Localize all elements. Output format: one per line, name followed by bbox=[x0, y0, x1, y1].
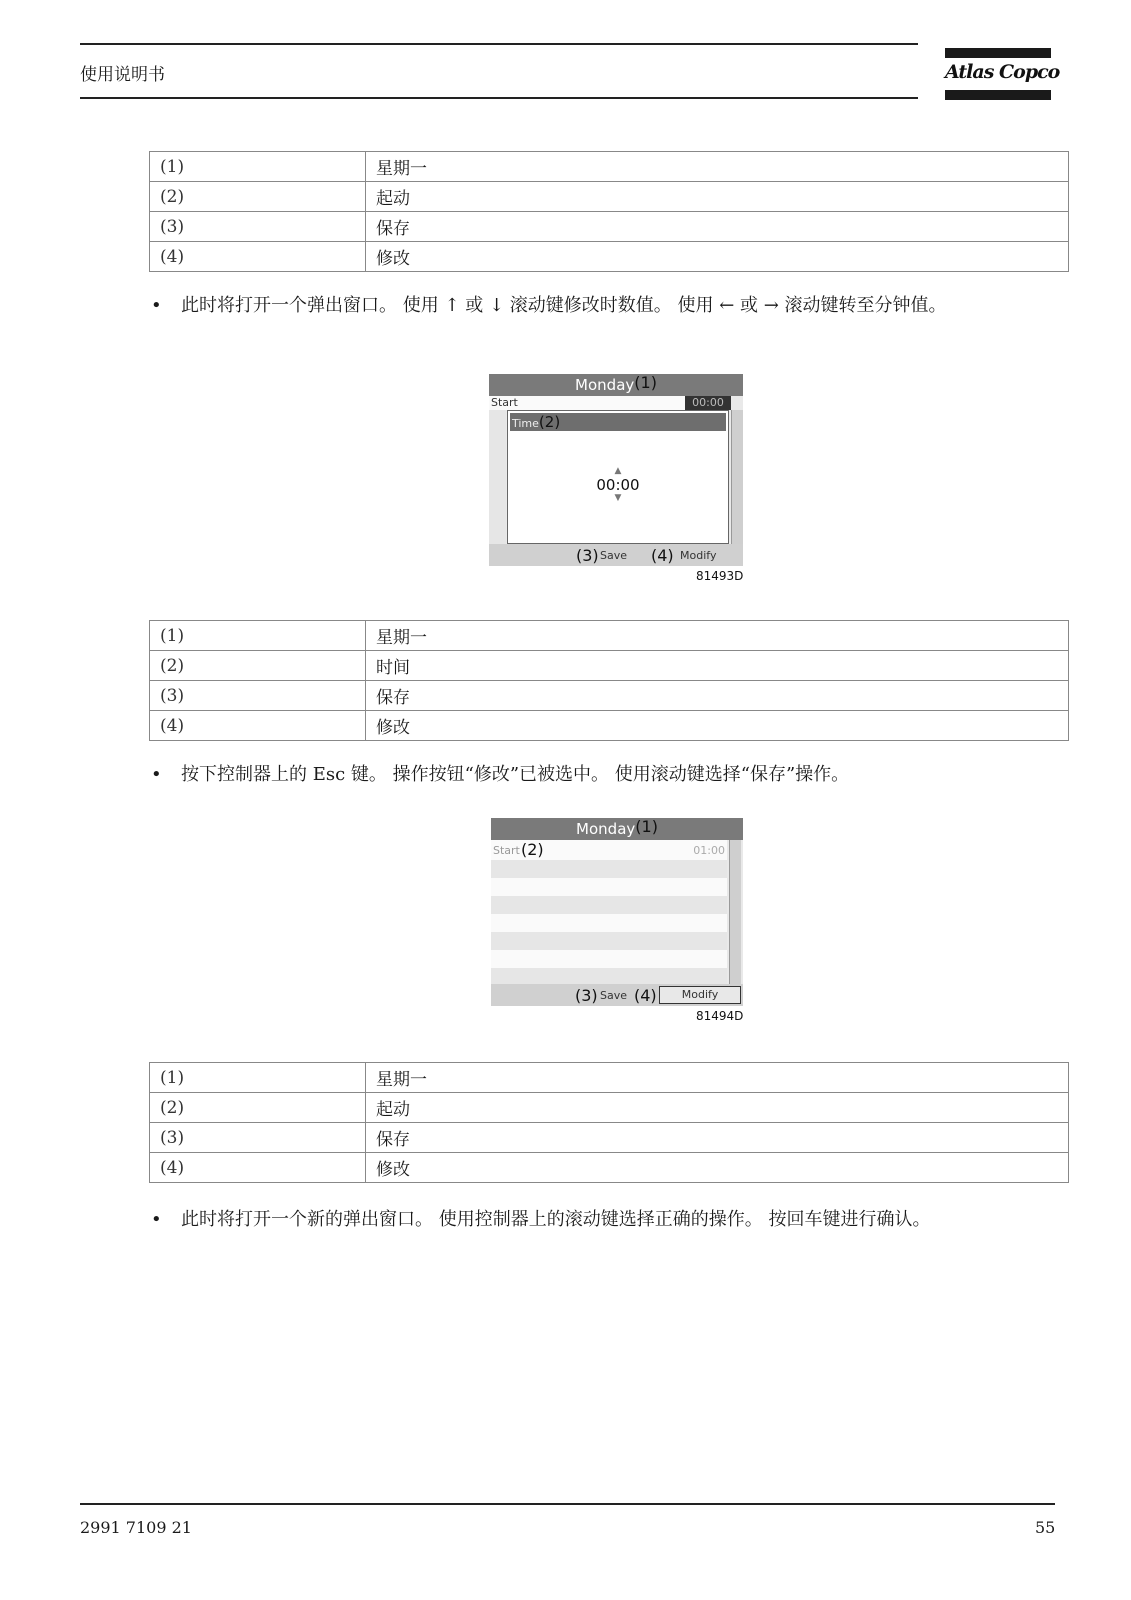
callout-4: (4) bbox=[634, 986, 657, 1005]
legend-label: 星期一 bbox=[366, 1063, 1069, 1093]
table-row bbox=[150, 242, 1069, 272]
list-row bbox=[491, 860, 727, 878]
start-time: 00:00 bbox=[685, 396, 731, 410]
legend-label: 起动 bbox=[366, 182, 1069, 212]
callout-4: (4) bbox=[651, 546, 674, 565]
legend-number: (2) bbox=[150, 651, 366, 681]
list-row bbox=[491, 878, 727, 896]
table-row bbox=[150, 621, 1069, 651]
legend-label: 保存 bbox=[366, 681, 1069, 711]
legend-label: 修改 bbox=[366, 711, 1069, 741]
callout-3: (3) bbox=[576, 546, 599, 565]
table-row bbox=[150, 1063, 1069, 1093]
start-row[interactable] bbox=[491, 840, 727, 860]
list-background bbox=[489, 410, 506, 544]
document-number: 2991 7109 21 bbox=[80, 1518, 192, 1537]
bullet-text: 此时将打开一个新的弹出窗口。 使用控制器上的滚动键选择正确的操作。 按回车键进行确认。 bbox=[181, 1209, 931, 1230]
legend-label: 保存 bbox=[366, 1123, 1069, 1153]
screen-title: Monday bbox=[576, 820, 636, 838]
list-row bbox=[491, 932, 727, 950]
screen-title-bar bbox=[489, 374, 743, 396]
bullet-paragraph-1 bbox=[151, 292, 1071, 319]
table-row bbox=[150, 152, 1069, 182]
legend-table-3 bbox=[149, 1062, 1069, 1183]
controller-screen-time-popup bbox=[489, 374, 743, 566]
legend-number: (4) bbox=[150, 711, 366, 741]
list-row bbox=[491, 950, 727, 968]
header-bottom-rule bbox=[80, 97, 918, 99]
legend-number: (4) bbox=[150, 1153, 366, 1183]
bullet-text: 此时将打开一个弹出窗口。 使用 ↑ 或 ↓ 滚动键修改时数值。 使用 ← 或 → 滚动键转至分钟值。 bbox=[181, 295, 947, 316]
callout-2: (2) bbox=[521, 840, 544, 859]
screen-title-bar bbox=[491, 818, 743, 840]
list-row bbox=[491, 896, 727, 914]
start-row bbox=[489, 396, 731, 410]
legend-number: (3) bbox=[150, 681, 366, 711]
table-row bbox=[150, 681, 1069, 711]
popup-header bbox=[510, 413, 726, 431]
time-value: 00:00 bbox=[596, 476, 640, 494]
legend-label: 修改 bbox=[366, 1153, 1069, 1183]
save-button[interactable]: Save bbox=[600, 549, 628, 562]
header-top-rule bbox=[80, 43, 918, 45]
legend-number: (4) bbox=[150, 242, 366, 272]
legend-label: 修改 bbox=[366, 242, 1069, 272]
scrollbar[interactable] bbox=[729, 840, 741, 984]
bullet-dot: • bbox=[151, 295, 162, 316]
table-row bbox=[150, 711, 1069, 741]
figure-id: 81493D bbox=[696, 569, 744, 583]
bullet-paragraph-3 bbox=[151, 1206, 1071, 1233]
footer-rule bbox=[80, 1503, 1055, 1505]
legend-table-2 bbox=[149, 620, 1069, 741]
scrollbar[interactable] bbox=[731, 410, 743, 544]
legend-label: 星期一 bbox=[366, 621, 1069, 651]
time-popup bbox=[507, 410, 729, 544]
table-row bbox=[150, 1123, 1069, 1153]
legend-label: 时间 bbox=[366, 651, 1069, 681]
logo-wordmark: Atlas Copco bbox=[945, 61, 1060, 83]
callout-1: (1) bbox=[635, 817, 658, 836]
callout-2: (2) bbox=[538, 413, 561, 431]
popup-label: Time bbox=[512, 417, 539, 430]
screen-action-bar bbox=[489, 544, 743, 566]
start-label: Start bbox=[491, 396, 518, 409]
figure-id: 81494D bbox=[696, 1009, 744, 1023]
legend-number: (1) bbox=[150, 621, 366, 651]
table-row bbox=[150, 212, 1069, 242]
legend-number: (2) bbox=[150, 1093, 366, 1123]
bullet-text: 按下控制器上的 Esc 键。 操作按钮“修改”已被选中。 使用滚动键选择“保存”操作。 bbox=[181, 764, 850, 785]
legend-number: (3) bbox=[150, 1123, 366, 1153]
table-row bbox=[150, 1093, 1069, 1123]
document-title: 使用说明书 bbox=[80, 65, 165, 85]
legend-number: (1) bbox=[150, 1063, 366, 1093]
legend-label: 星期一 bbox=[366, 152, 1069, 182]
controller-screen-modify-selected bbox=[491, 818, 743, 1006]
down-arrow-icon[interactable]: ▼ bbox=[614, 493, 622, 503]
time-value-spinner[interactable] bbox=[508, 467, 728, 503]
logo-bottom-bar bbox=[945, 90, 1051, 100]
atlas-copco-logo bbox=[945, 48, 1060, 100]
callout-1: (1) bbox=[634, 373, 657, 392]
logo-top-bar bbox=[945, 48, 1051, 58]
legend-number: (1) bbox=[150, 152, 366, 182]
screen-title: Monday bbox=[575, 376, 635, 394]
legend-table-1 bbox=[149, 151, 1069, 272]
start-label: Start bbox=[493, 844, 520, 857]
legend-label: 保存 bbox=[366, 212, 1069, 242]
modify-button[interactable]: Modify bbox=[680, 549, 717, 562]
save-button[interactable]: Save bbox=[600, 989, 628, 1002]
up-arrow-icon[interactable]: ▲ bbox=[614, 466, 622, 476]
bullet-dot: • bbox=[151, 1209, 162, 1230]
legend-label: 起动 bbox=[366, 1093, 1069, 1123]
start-time: 01:00 bbox=[693, 844, 725, 857]
legend-number: (3) bbox=[150, 212, 366, 242]
bullet-paragraph-2 bbox=[151, 761, 1071, 788]
table-row bbox=[150, 1153, 1069, 1183]
modify-button-selected[interactable]: Modify bbox=[659, 986, 741, 1004]
legend-number: (2) bbox=[150, 182, 366, 212]
callout-3: (3) bbox=[575, 986, 598, 1005]
table-row bbox=[150, 651, 1069, 681]
table-row bbox=[150, 182, 1069, 212]
list-row bbox=[491, 968, 727, 984]
bullet-dot: • bbox=[151, 764, 162, 785]
screen-action-bar bbox=[491, 984, 743, 1006]
list-row bbox=[491, 914, 727, 932]
page-number: 55 bbox=[1035, 1518, 1056, 1537]
